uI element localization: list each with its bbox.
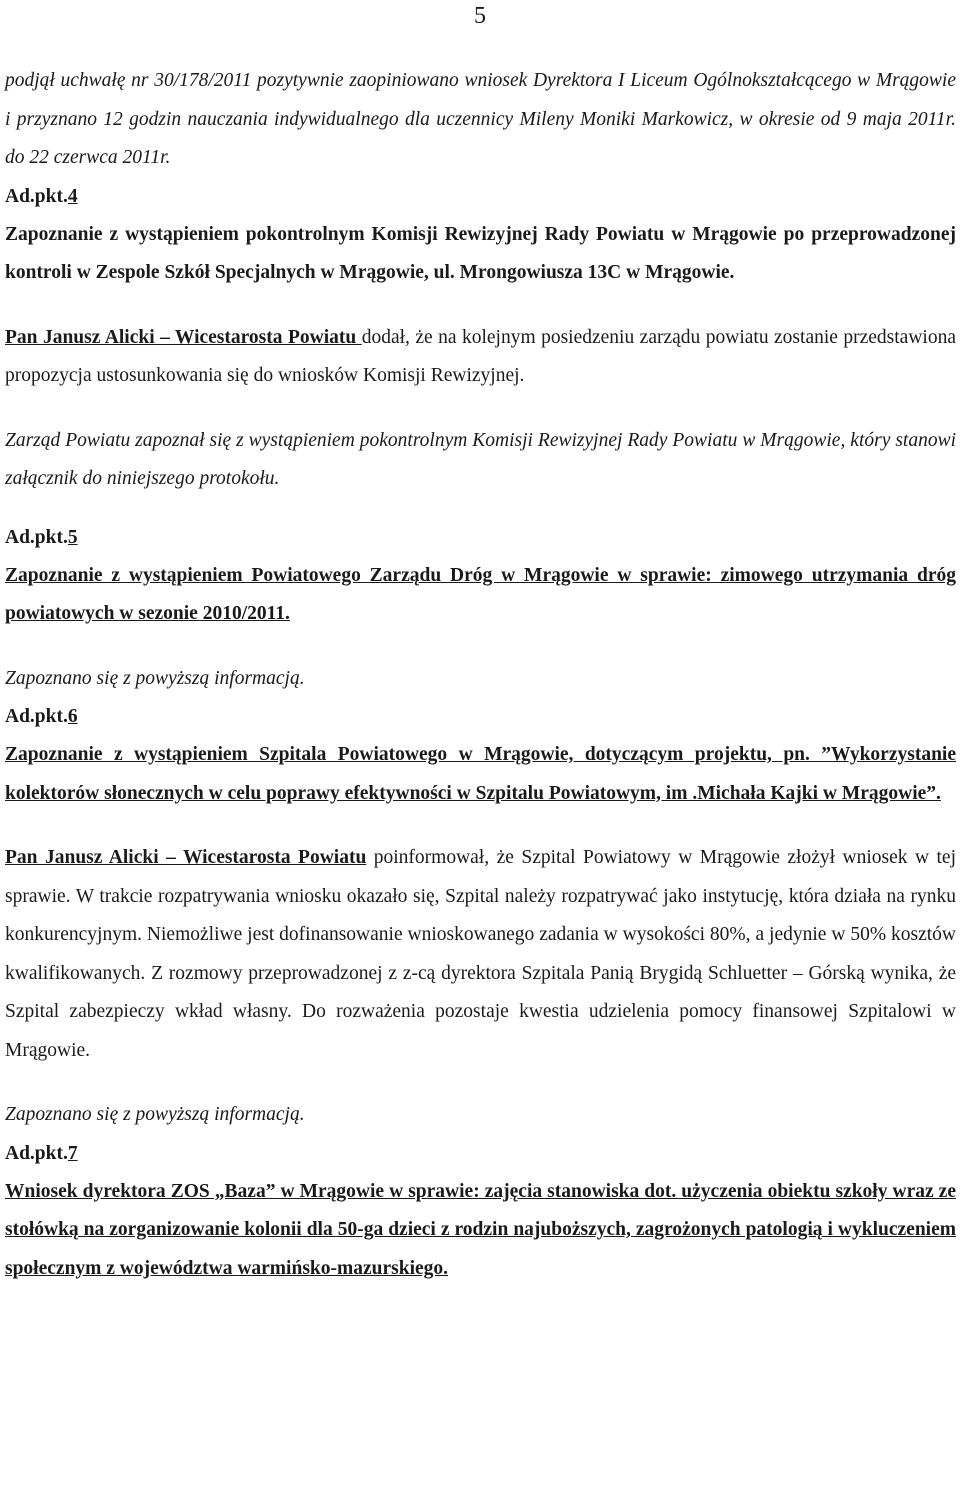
section-4-resolution: Zarząd Powiatu zapoznał się z wystąpieniem pokontrolnym Komisji Rewizyjnej Rady Powiatu w Mrągowie, który stanowi załącznik do niniejszego protokołu. bbox=[5, 429, 956, 489]
section-4-label bbox=[5, 178, 956, 216]
section-6-note: Zapoznano się z powyższą informacją. bbox=[5, 1104, 305, 1125]
section-6-statement bbox=[5, 839, 956, 1070]
heading-text: Wniosek dyrektora ZOS „Baza” w Mrągowie w sprawie: zajęcia stanowiska dot. użyczenia obiektu szkoły wraz ze stołówką na zorganizowanie kolonii dla 50-ga dzieci z rodzin najuboższych, zagrożonych patologią i wykluczeniem społecznym z województwa warmińsko-mazurskiego. bbox=[5, 1180, 956, 1279]
statement-text: poinformował, że Szpital Powiatowy w Mrągowie złożył wniosek w tej sprawie. W trakcie rozpatrywania wniosku okazało się, Szpital należy rozpatrywać jako instytucję, która działa na rynku konkurencyjnym. Niemożliwe jest dofinansowanie wnioskowanego zadania w wysokości 80%, a jedynie w 50% kosztów kwalifikowanych. Z rozmowy przeprowadzonej z z-cą dyrektora Szpitala Panią Brygidą Schluetter – Górską wynika, że Szpital zabezpieczy wkład własny. Do rozważenia pozostaje kwestia udzielenia pomocy finansowej Szpitalowi w Mrągowie. bbox=[5, 847, 956, 1061]
section-label-text: Ad.pkt. bbox=[5, 706, 68, 727]
page-number: 5 bbox=[474, 3, 486, 29]
section-5-heading bbox=[5, 557, 956, 634]
section-label-text: Ad.pkt. bbox=[5, 526, 68, 548]
heading-text: Zapoznanie z wystąpieniem Szpitala Powiatowego w Mrągowie, dotyczącym projektu, pn. ”Wykorzystanie kolektorów słonecznych w celu poprawy efektywności w Szpitalu Powiatowym, im .Michała Kajki w Mrągowie”. bbox=[5, 744, 956, 804]
heading-text: Zapoznanie z wystąpieniem Powiatowego Zarządu Dróg w Mrągowie w sprawie: zimowego utrzymania dróg powiatowych w sezonie 2010/2011. bbox=[5, 564, 956, 624]
section-number: 6 bbox=[67, 706, 78, 727]
speaker-name: Pan Janusz Alicki – Wicestarosta Powiatu bbox=[5, 326, 362, 348]
section-4-statement bbox=[5, 319, 956, 396]
section-7-heading bbox=[5, 1173, 956, 1289]
section-number: 7 bbox=[67, 1142, 78, 1164]
section-6-label bbox=[5, 698, 956, 736]
statement-text: dodał, że na kolejnym posiedzeniu zarządu powiatu zostanie przedstawiona propozycja ustosunkowania się do wniosków Komisji Rewizyjnej. bbox=[5, 326, 956, 386]
document-body bbox=[5, 62, 956, 1288]
section-label-text: Ad.pkt. bbox=[5, 1142, 68, 1164]
section-5-label bbox=[5, 519, 956, 557]
section-6-heading bbox=[5, 736, 956, 813]
section-label-text: Ad.pkt. bbox=[5, 185, 68, 207]
section-4-heading: Zapoznanie z wystąpieniem pokontrolnym Komisji Rewizyjnej Rady Powiatu w Mrągowie po przeprowadzonej kontroli w Zespole Szkół Specjalnych w Mrągowie, ul. Mrongowiusza 13C w Mrągowie. bbox=[5, 223, 956, 283]
speaker-name: Pan Janusz Alicki – Wicestarosta Powiatu bbox=[5, 847, 367, 868]
intro-paragraph: podjął uchwałę nr 30/178/2011 pozytywnie zaopiniowano wniosek Dyrektora I Liceum Ogólnokształcącego w Mrągowie i przyznano 12 godzin nauczania indywidualnego dla uczennicy Mileny Moniki Markowicz, w okresie od 9 maja 2011r. do 22 czerwca 2011r. bbox=[5, 70, 956, 168]
section-5-note: Zapoznano się z powyższą informacją. bbox=[5, 667, 305, 689]
section-number: 5 bbox=[67, 526, 78, 548]
section-number: 4 bbox=[67, 185, 78, 207]
section-7-label bbox=[5, 1135, 956, 1173]
